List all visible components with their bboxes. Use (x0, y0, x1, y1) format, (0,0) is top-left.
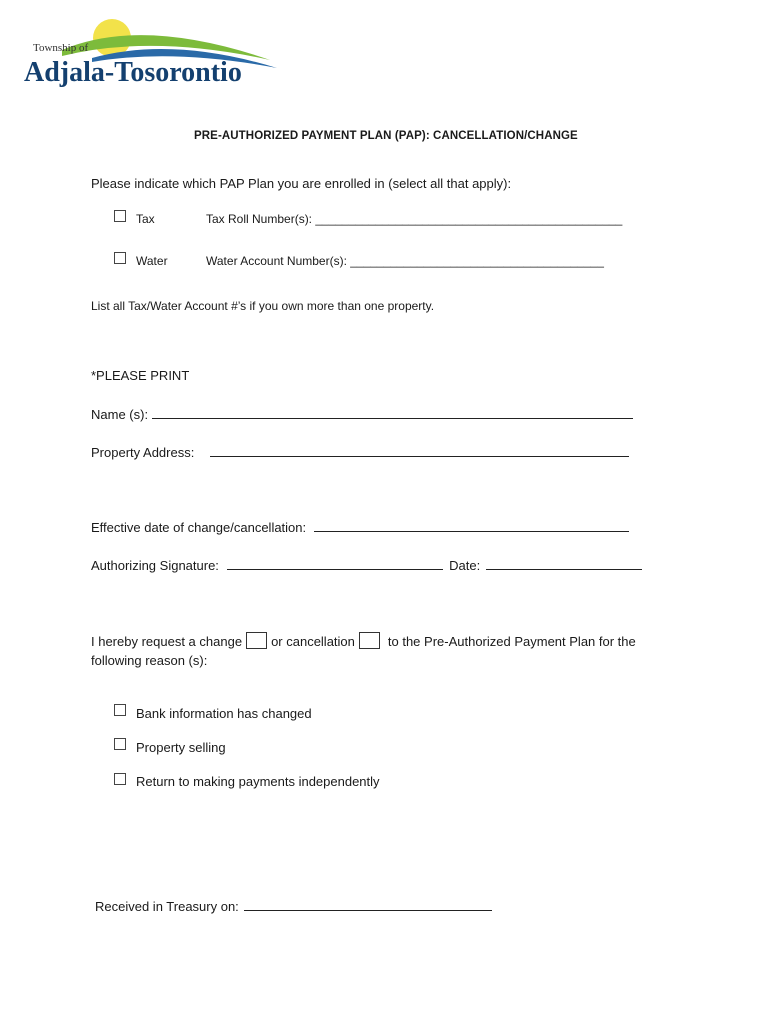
address-label: Property Address: (91, 445, 195, 460)
signature-label: Authorizing Signature: (91, 558, 219, 573)
please-print-label: *PLEASE PRINT (91, 368, 190, 383)
water-checkbox[interactable] (114, 252, 126, 264)
township-logo (22, 18, 287, 93)
reason-checkbox-selling[interactable] (114, 738, 126, 750)
tax-checkbox[interactable] (114, 210, 126, 222)
reason-bank-label: Bank information has changed (136, 706, 312, 721)
effective-date-label: Effective date of change/cancellation: (91, 520, 307, 535)
water-account-field[interactable]: Water Account Number(s): ______________________________________ (206, 254, 604, 268)
signature-field[interactable] (227, 557, 443, 570)
reason-checkbox-bank[interactable] (114, 704, 126, 716)
date-field[interactable] (486, 557, 642, 570)
change-checkbox[interactable] (246, 632, 267, 649)
water-option-label: Water (136, 254, 168, 268)
request-line (91, 632, 636, 649)
request-text-1: I hereby request a change (91, 634, 243, 649)
reason-selling-label: Property selling (136, 740, 226, 755)
received-label: Received in Treasury on: (95, 899, 239, 914)
logo-name-text: Adjala-Tosorontio (24, 57, 242, 88)
request-line-2: following reason (s): (91, 653, 208, 668)
request-text-2: or cancellation (271, 634, 355, 649)
name-row (91, 406, 633, 422)
received-row (95, 898, 492, 914)
plan-prompt: Please indicate which PAP Plan you are enrolled in (select all that apply): (91, 176, 512, 191)
request-text-3: to the Pre-Authorized Payment Plan for the (387, 634, 636, 649)
tax-roll-field[interactable]: Tax Roll Number(s): ______________________________________________ (206, 212, 623, 226)
address-row (91, 444, 629, 460)
effective-date-field[interactable] (314, 519, 629, 532)
name-label: Name (s): (91, 407, 149, 422)
signature-row (91, 557, 642, 573)
tax-option-label: Tax (136, 212, 155, 226)
logo-graphic (22, 18, 287, 88)
multi-property-note: List all Tax/Water Account #’s if you own more than one property. (91, 299, 435, 313)
name-field[interactable] (152, 406, 633, 419)
cancellation-checkbox[interactable] (359, 632, 380, 649)
address-field[interactable] (210, 444, 629, 457)
effective-date-row (91, 519, 629, 535)
reason-checkbox-independent[interactable] (114, 773, 126, 785)
logo-small-text: Township of (33, 42, 89, 54)
form-title: PRE-AUTHORIZED PAYMENT PLAN (PAP): CANCELLATION/CHANGE (194, 130, 578, 142)
reason-independent-label: Return to making payments independently (136, 774, 380, 789)
date-label: Date: (449, 558, 481, 573)
received-field[interactable] (244, 898, 492, 911)
